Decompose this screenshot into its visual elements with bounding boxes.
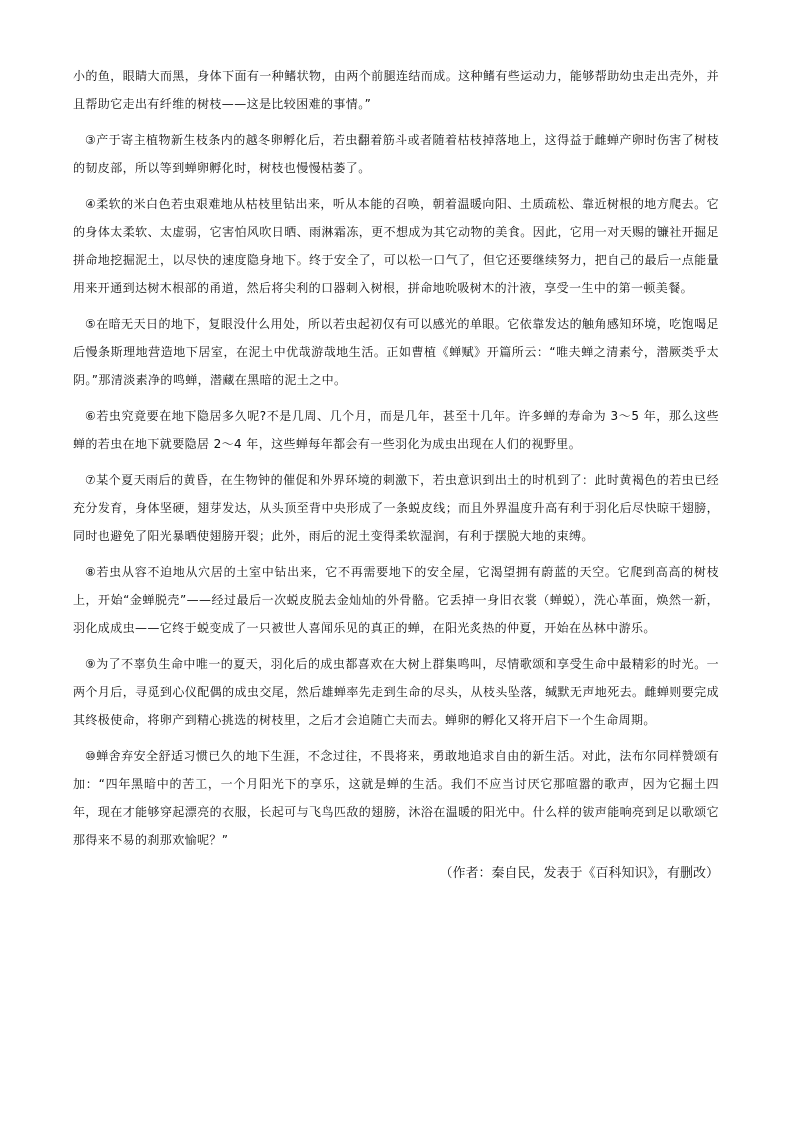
paragraph-9: ⑨为了不辜负生命中唯一的夏天，羽化后的成虫都喜欢在大树上群集鸣叫，尽情歌颂和享受生命中最精彩的时光。一两个月后，寻觅到心仪配偶的成虫交尾，然后雄蝉率先走到生命的尽头，从枝头坠落，缄默无声地死去。雌蝉则要完成其终极使命，将卵产到精心挑选的树枝里，之后才会追随亡夫而去。蝉卵的孵化又将开启下一个生命周期。 xyxy=(73,657,719,727)
document-page xyxy=(73,62,719,886)
paragraph-7: ⑦某个夏天雨后的黄昏，在生物钟的催促和外界环境的刺激下，若虫意识到出土的时机到了：此时黄褐色的若虫已经充分发育，身体坚硬，翅芽发达，从头顶至背中央形成了一条蜕皮线；而且外界温度升高有利于羽化后尽快晾干翅膀，同时也避免了阳光暴晒使翅膀开裂；此外，雨后的泥土变得柔软湿润，有利于摆脱大地的束缚。 xyxy=(73,473,719,543)
paragraph-continuation: 小的鱼，眼睛大而黑，身体下面有一种鳍状物，由两个前腿连结而成。这种鳍有些运动力，能够帮助幼虫走出壳外，并且帮助它走出有纤维的树枝——这是比较困难的事情。” xyxy=(73,69,719,111)
paragraph-5: ⑤在暗无天日的地下，复眼没什么用处，所以若虫起初仅有可以感光的单眼。它依靠发达的触角感知环境，吃饱喝足后慢条斯理地营造地下居室，在泥土中优哉游哉地生活。正如曹植《蝉赋》开篇所云：“唯夫蝉之清素兮，潜厥类乎太阴。”那清淡素净的鸣蝉，潜藏在黑暗的泥土之中。 xyxy=(73,317,719,387)
paragraph-8: ⑧若虫从容不迫地从穴居的土室中钻出来，它不再需要地下的安全屋，它渴望拥有蔚蓝的天空。它爬到高高的树枝上，开始“金蝉脱壳”——经过最后一次蜕皮脱去金灿灿的外骨骼。它丢掉一身旧衣裳（蝉蜕），洗心革面，焕然一新，羽化成成虫——它终于蜕变成了一只被世人喜闻乐见的真正的蝉，在阳光炙热的仲夏，开始在丛林中游乐。 xyxy=(73,565,719,635)
paragraph-10: ⑩蝉舍弃安全舒适习惯已久的地下生涯，不念过往，不畏将来，勇敢地追求自由的新生活。对此，法布尔同样赞颂有加：“四年黑暗中的苦工，一个月阳光下的享乐，这就是蝉的生活。我们不应当讨厌它那喧嚣的歌声，因为它掘土四年，现在才能够穿起漂亮的衣服，长起可与飞鸟匹敌的翅膀，沐浴在温暖的阳光中。什么样的钹声能响亮到足以歌颂它那得来不易的刹那欢愉呢？” xyxy=(73,749,719,847)
paragraph-6: ⑥若虫究竟要在地下隐居多久呢?不是几周、几个月，而是几年，甚至十几年。许多蝉的寿命为 3～5 年，那么这些蝉的若虫在地下就要隐居 2～4 年，这些蝉每年都会有一些羽化为成虫出现在人们的视野里。 xyxy=(73,409,719,451)
paragraph-3: ③产于寄主植物新生枝条内的越冬卵孵化后，若虫翻着筋斗或者随着枯枝掉落地上，这得益于雌蝉产卵时伤害了树枝的韧皮部，所以等到蝉卵孵化时，树枝也慢慢枯萎了。 xyxy=(73,133,719,175)
article-source: （作者：秦自民，发表于《百科知识》，有删改） xyxy=(439,866,719,881)
paragraph-4: ④柔软的米白色若虫艰难地从枯枝里钻出来，听从本能的召唤，朝着温暖向阳、土质疏松、靠近树根的地方爬去。它的身体太柔软、太虚弱，它害怕风吹日晒、雨淋霜冻，更不想成为其它动物的美食。因此，它用一对天赐的镰社开掘足拼命地挖掘泥土，以尽快的速度隐身地下。终于安全了，可以松一口气了，但它还要继续努力，把自己的最后一点能量用来开通到达树木根部的甬道，然后将尖利的口器刺入树根，拼命地吮吸树木的汁液，享受一生中的第一顿美餐。 xyxy=(73,197,719,295)
